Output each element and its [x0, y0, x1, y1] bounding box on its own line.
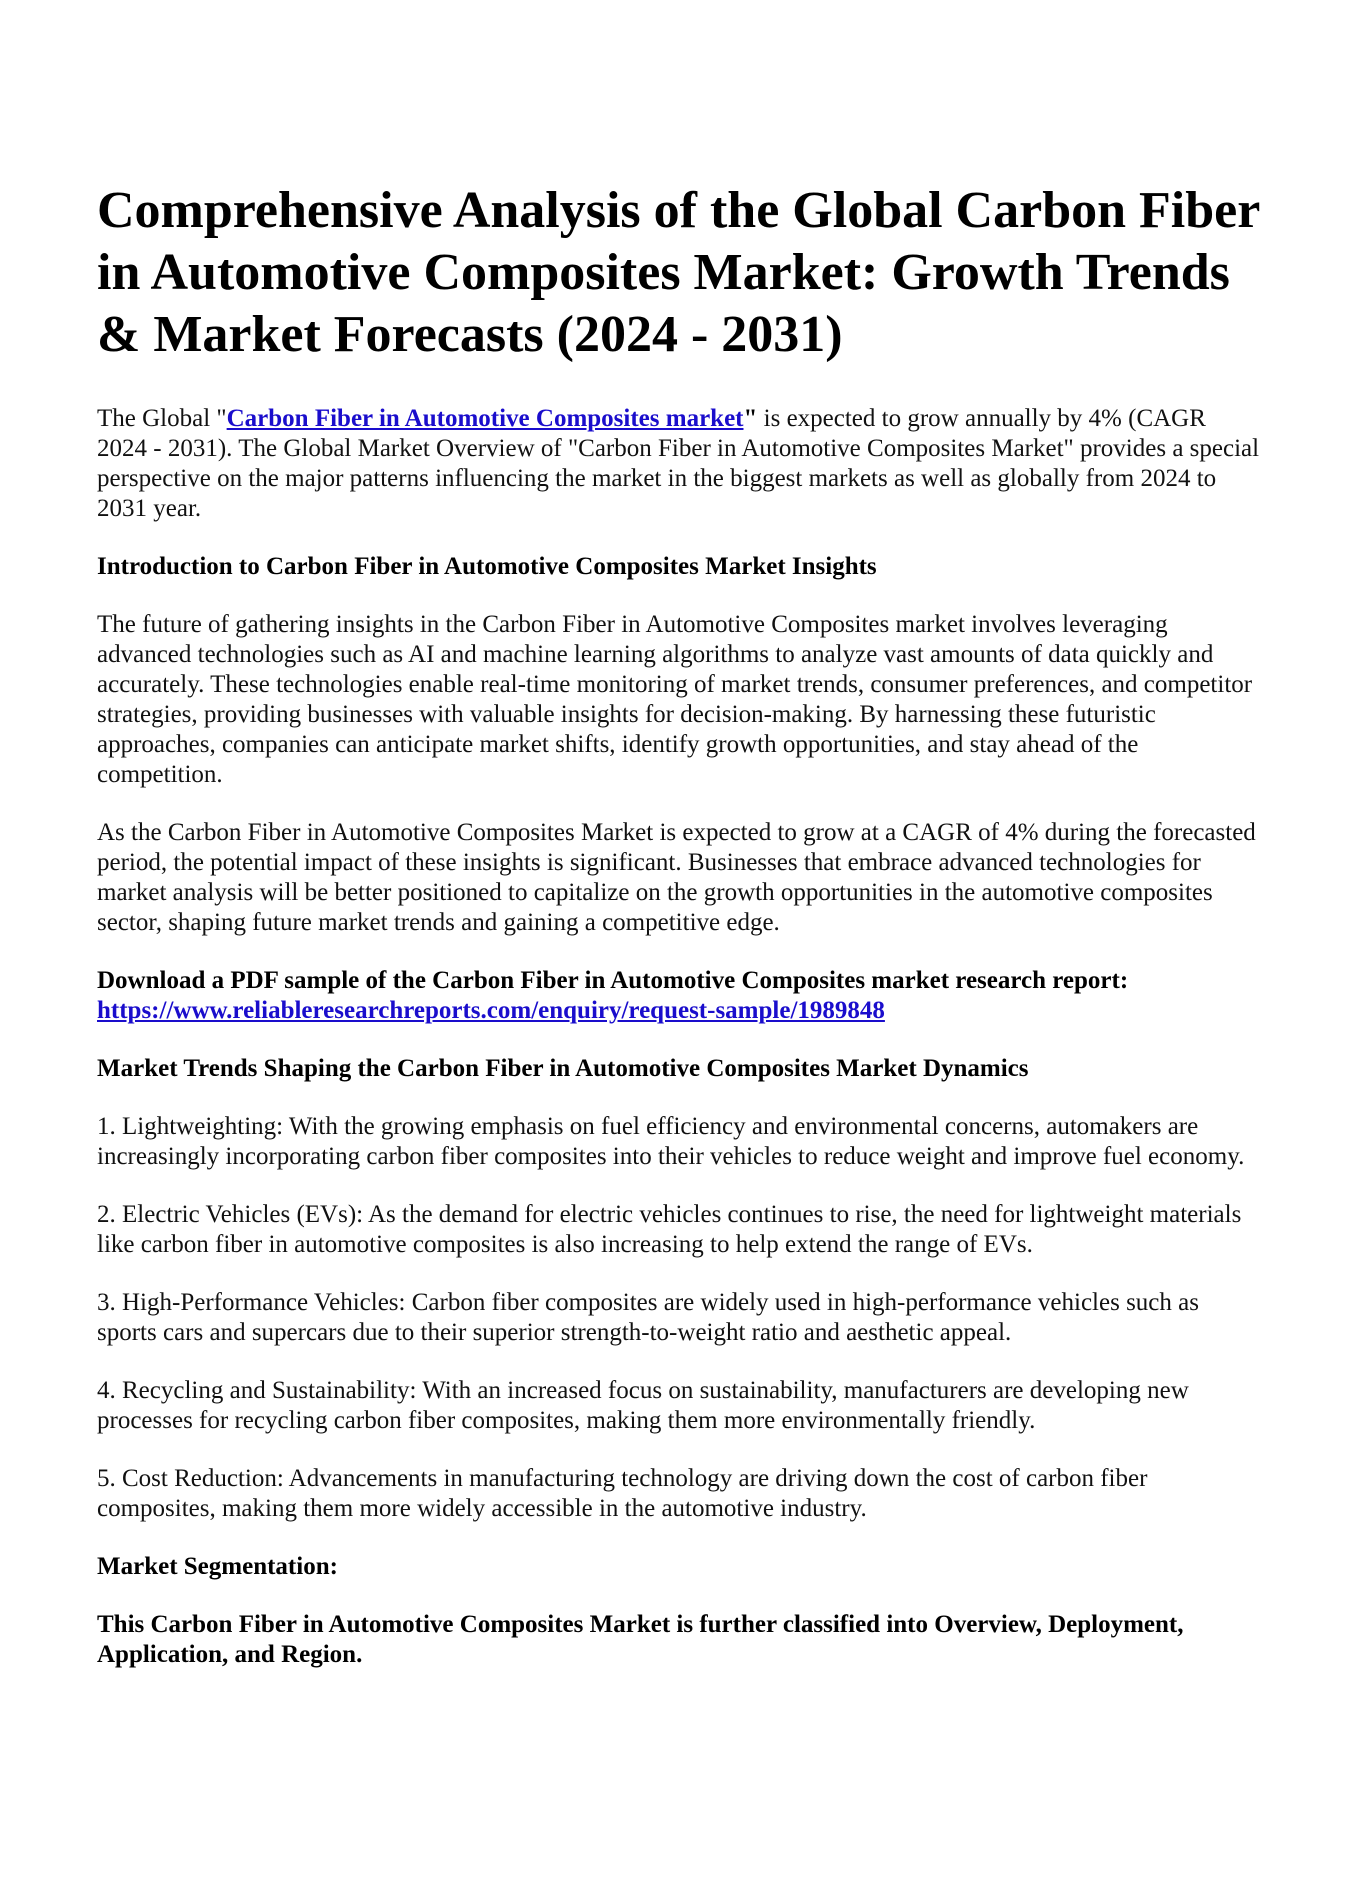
trend-item-recycling: 4. Recycling and Sustainability: With an increased focus on sustainability, manufacturers are developing new processes for recycling carbon fiber composites, making them more environmentally friendly.	[97, 1377, 1189, 1434]
trend-item-electric-vehicles: 2. Electric Vehicles (EVs): As the demand for electric vehicles continues to rise, the need for lightweight materials like carbon fiber in automotive composites is also increasing to help extend the range of EVs.	[97, 1201, 1242, 1258]
trend-item-high-performance: 3. High-Performance Vehicles: Carbon fiber composites are widely used in high-performance vehicles such as sports cars and supercars due to their superior strength-to-weight ratio and aesthetic appeal.	[97, 1289, 1199, 1346]
market-link[interactable]: Carbon Fiber in Automotive Composites market	[226, 405, 744, 432]
trend-item-cost-reduction: 5. Cost Reduction: Advancements in manufacturing technology are driving down the cost of carbon fiber composites, making them more widely accessible in the automotive industry.	[97, 1465, 1148, 1522]
insights-heading: Introduction to Carbon Fiber in Automotive Composites Market Insights	[97, 553, 877, 580]
download-label: Download a PDF sample of the Carbon Fiber in Automotive Composites market research report:	[97, 967, 1129, 994]
trend-item-lightweighting: 1. Lightweighting: With the growing emphasis on fuel efficiency and environmental concerns, automakers are increasingly incorporating carbon fiber composites into their vehicles to reduce weight and improve fuel economy.	[97, 1113, 1245, 1170]
intro-suffix: is expected to grow annually by 4% (CAGR 2024 - 2031). The Global Market Overview of "Carbon Fiber in Automotive Composites Market" provides a special perspective on the major patterns influencing the market in the biggest markets as well as globally from 2024 to 2031 year.	[97, 405, 1260, 522]
trends-heading: Market Trends Shaping the Carbon Fiber in Automotive Composites Market Dynamics	[97, 1055, 1029, 1082]
page-title: Comprehensive Analysis of the Global Carbon Fiber in Automotive Composites Market: Growth Trends & Market Forecasts (2024 - 2031)	[97, 182, 1260, 363]
intro-prefix: The Global "	[97, 405, 227, 432]
insights-paragraph-2: As the Carbon Fiber in Automotive Composites Market is expected to grow at a CAGR of 4% during the forecasted period, the potential impact of these insights is significant. Businesses that embrace advanced technologies for market analysis will be better positioned to capitalize on the growth opportunities in the automotive composites sector, shaping future market trends and gaining a competitive edge.	[97, 819, 1256, 936]
intro-paragraph	[97, 404, 1262, 524]
intro-quote-close: "	[743, 405, 758, 432]
sample-request-link[interactable]: https://www.reliableresearchreports.com/enquiry/request-sample/1989848	[97, 997, 885, 1024]
download-block	[97, 966, 1262, 1026]
document-page	[97, 180, 1262, 1698]
segmentation-heading: Market Segmentation:	[97, 1553, 338, 1580]
segmentation-text: This Carbon Fiber in Automotive Composites Market is further classified into Overview, Deployment, Application, and Region.	[97, 1611, 1184, 1668]
insights-paragraph-1: The future of gathering insights in the Carbon Fiber in Automotive Composites market involves leveraging advanced technologies such as AI and machine learning algorithms to analyze vast amounts of data quickly and accurately. These technologies enable real-time monitoring of market trends, consumer preferences, and competitor strategies, providing businesses with valuable insights for decision-making. By harnessing these futuristic approaches, companies can anticipate market shifts, identify growth opportunities, and stay ahead of the competition.	[97, 611, 1253, 788]
